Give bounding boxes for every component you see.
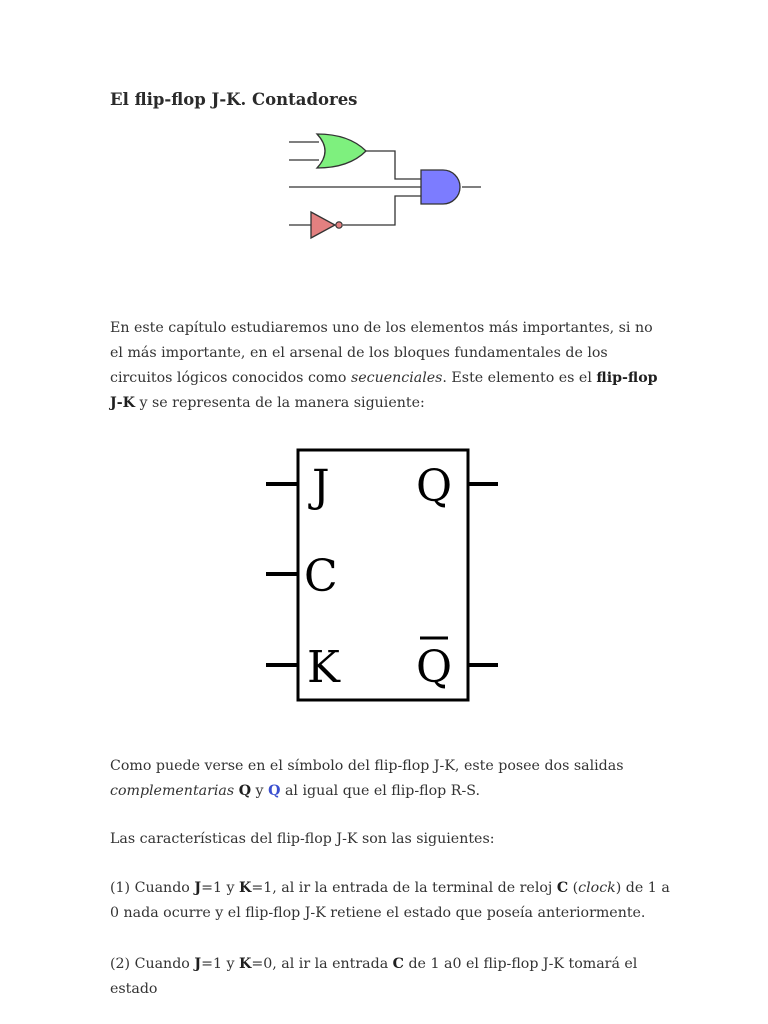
outputs-paragraph: Como puede verse en el símbolo del flip-flop J-K, este posee dos salidas complementarias Q y Q al igual que el flip-flop R-S. xyxy=(110,758,624,799)
page-title: El flip-flop J-K. Contadores xyxy=(110,90,358,109)
and-gate-icon xyxy=(421,170,460,204)
jk-flipflop-symbol xyxy=(262,444,502,706)
pin-label-q: Q xyxy=(416,461,453,512)
inverter-bubble-icon xyxy=(336,222,342,228)
pin-label-c: C xyxy=(304,551,338,602)
pin-label-j: J xyxy=(312,461,330,512)
q-complement-link[interactable]: Q xyxy=(268,783,281,799)
pin-label-k: K xyxy=(307,642,340,693)
rule-1-paragraph: (1) Cuando J=1 y K=1, al ir la entrada de la terminal de reloj C (clock) de 1 a 0 nada ocurre y el flip-flop J-K retiene el estado que poseía anteriormente. xyxy=(110,880,670,921)
characteristics-intro: Las características del flip-flop J-K son las siguientes: xyxy=(110,831,495,847)
pin-label-qbar: Q xyxy=(416,642,453,693)
intro-paragraph: En este capítulo estudiaremos uno de los elementos más importantes, si no el más importante, en el arsenal de los bloques fundamentales de los circuitos lógicos conocidos como secuenciales. Este elemento es el flip-flop J-K y se representa de la manera siguiente: xyxy=(110,320,658,411)
or-gate-icon xyxy=(317,134,366,168)
logic-gates-figure xyxy=(285,126,485,244)
rule-2-paragraph: (2) Cuando J=1 y K=0, al ir la entrada C de 1 a0 el flip-flop J-K tomará el estado xyxy=(110,956,638,997)
not-gate-icon xyxy=(311,212,335,238)
